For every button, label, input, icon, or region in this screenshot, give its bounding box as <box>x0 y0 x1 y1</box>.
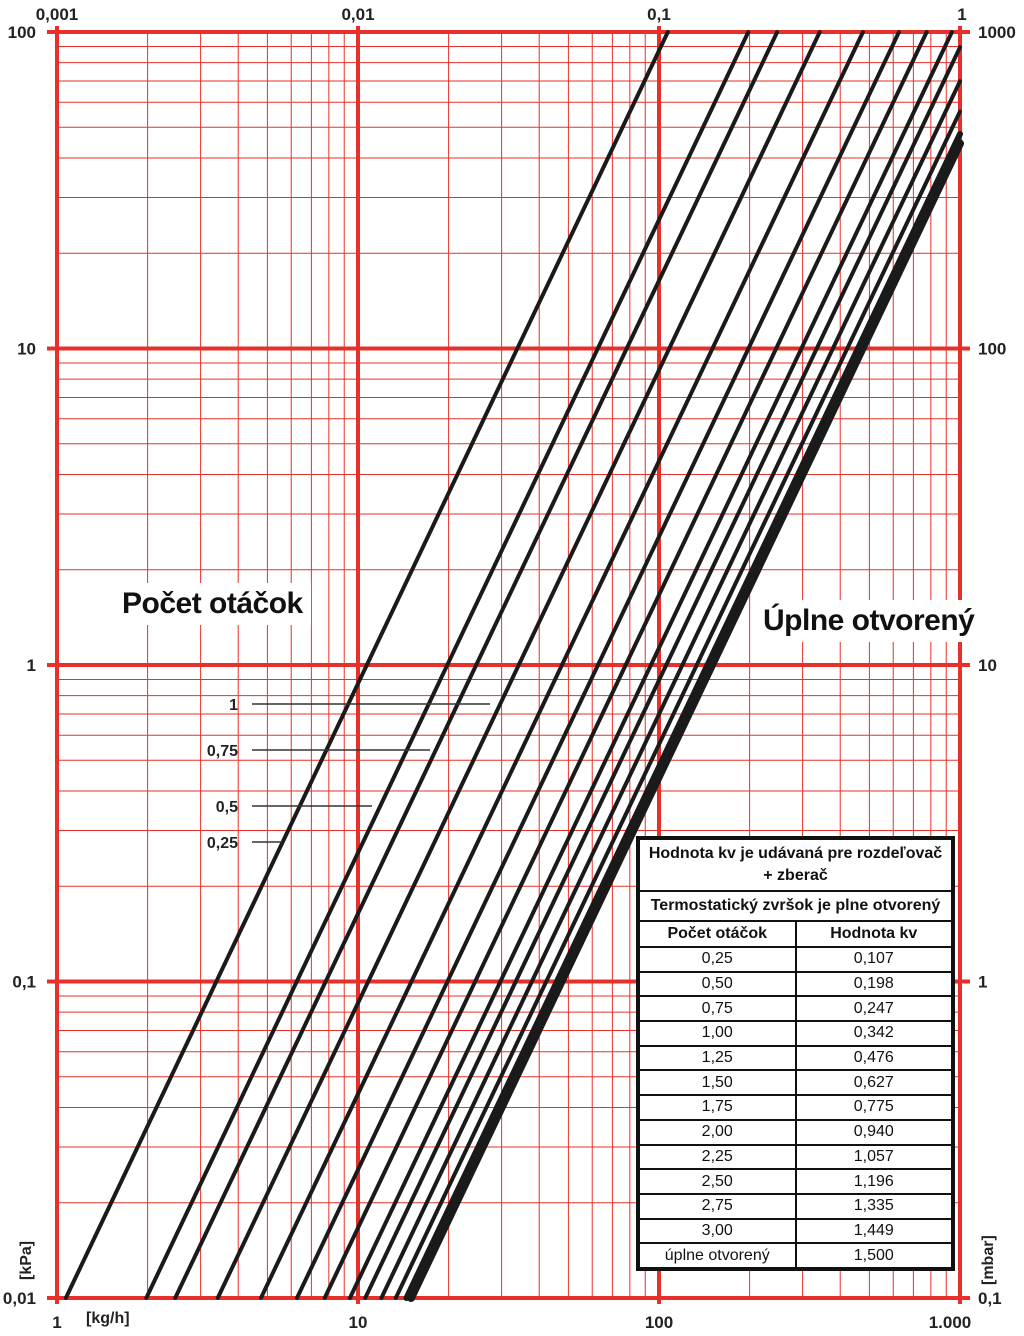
y-tick-label: 0,01 <box>2 1289 36 1308</box>
table-cell-kv: 1,057 <box>796 1145 953 1170</box>
y-tick-label: 10 <box>17 339 36 359</box>
table-row <box>639 972 952 997</box>
y2-tick-label: 1 <box>978 972 988 992</box>
y2-tick-label: 1000 <box>978 23 1016 42</box>
y2-tick-label: 10 <box>978 656 997 675</box>
table-cell-turns: 1,00 <box>639 1021 796 1046</box>
table-body <box>639 947 952 1268</box>
table-cell-turns: 0,50 <box>639 972 796 997</box>
table-cell-turns: 0,75 <box>639 996 796 1021</box>
turn-marker-label: 1 <box>229 697 238 714</box>
y-tick-label: 1 <box>26 656 36 675</box>
y2-tick-label: 100 <box>978 339 1007 359</box>
table-cell-turns: úplne otvorený <box>639 1243 796 1268</box>
table-row <box>639 1021 952 1046</box>
table-header-kv: Hodnota kv <box>796 921 953 947</box>
table-row <box>639 947 952 972</box>
table-row <box>639 996 952 1021</box>
table-cell-turns: 2,25 <box>639 1145 796 1170</box>
x2-tick-label: 0,001 <box>35 5 79 24</box>
table-cell-turns: 2,50 <box>639 1169 796 1194</box>
kv-values-table <box>636 836 955 1271</box>
x2-tick-label: 0,01 <box>341 5 375 24</box>
y2-axis-label: [mbar] <box>980 1235 997 1285</box>
x2-tick-label: 1 <box>957 5 967 24</box>
x-tick-label: 100 <box>644 1313 674 1332</box>
table-row <box>639 1046 952 1071</box>
table-cell-kv: 1,196 <box>796 1169 953 1194</box>
table-row <box>639 1219 952 1244</box>
turn-marker-label: 0,25 <box>206 835 238 852</box>
table-cell-kv: 0,940 <box>796 1120 953 1145</box>
table-row <box>639 1095 952 1120</box>
y2-tick-label: 0,1 <box>978 1289 1002 1308</box>
table-cell-turns: 2,75 <box>639 1194 796 1219</box>
table-cell-kv: 1,335 <box>796 1194 953 1219</box>
table-cell-turns: 1,75 <box>639 1095 796 1120</box>
y-axis-label: [kPa] <box>18 1240 35 1280</box>
table-cell-kv: 1,449 <box>796 1219 953 1244</box>
table-caption-kv: Hodnota kv je udávaná pre rozdeľovač + zberač <box>639 839 952 891</box>
table-row <box>639 1194 952 1219</box>
table-cell-kv: 1,500 <box>796 1243 953 1268</box>
table-cell-kv: 0,342 <box>796 1021 953 1046</box>
right-annotation-label: Úplne otvorený <box>755 600 982 642</box>
x2-tick-label: 0,1 <box>647 5 671 24</box>
y-tick-label: 100 <box>7 23 36 42</box>
table-cell-turns: 0,25 <box>639 947 796 972</box>
table-header-turns: Počet otáčok <box>639 921 796 947</box>
left-annotation-label: Počet otáčok <box>114 583 311 625</box>
table-cell-kv: 0,107 <box>796 947 953 972</box>
table-cell-kv: 0,775 <box>796 1095 953 1120</box>
table-cell-turns: 3,00 <box>639 1219 796 1244</box>
table-row <box>639 1120 952 1145</box>
x-tick-label: 1 <box>52 1313 62 1332</box>
table-row <box>639 1070 952 1095</box>
table-row <box>639 1243 952 1268</box>
table-cell-kv: 0,198 <box>796 972 953 997</box>
turn-markers <box>207 697 490 852</box>
table-row <box>639 1145 952 1170</box>
table-row <box>639 1169 952 1194</box>
turn-marker-label: 0,75 <box>206 743 238 760</box>
x-tick-label: 1.000 <box>928 1313 972 1332</box>
table-cell-turns: 1,50 <box>639 1070 796 1095</box>
table-cell-kv: 0,476 <box>796 1046 953 1071</box>
table-cell-kv: 0,627 <box>796 1070 953 1095</box>
y-tick-label: 0,1 <box>12 972 36 992</box>
turn-marker-label: 0,5 <box>215 799 238 816</box>
table-cell-turns: 1,25 <box>639 1046 796 1071</box>
table-caption-thermostat: Termostatický zvršok je plne otvorený <box>639 891 952 921</box>
x-tick-label: 10 <box>348 1313 368 1332</box>
x-axis-label: [kg/h] <box>86 1310 130 1327</box>
table-cell-turns: 2,00 <box>639 1120 796 1145</box>
table-cell-kv: 0,247 <box>796 996 953 1021</box>
